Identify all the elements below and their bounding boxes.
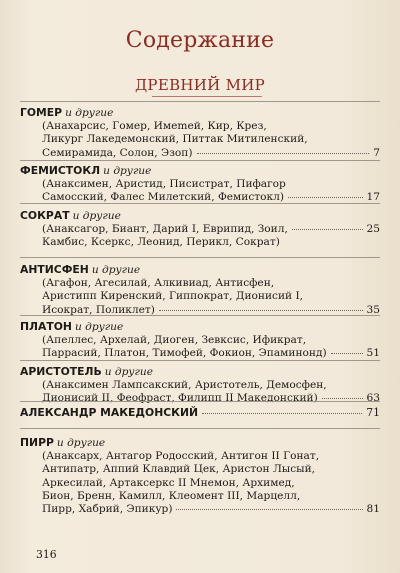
page-number: 7 [373, 146, 380, 159]
toc-entry-sokrat[interactable] [20, 209, 380, 250]
entry-line: (Апеллес, Архелай, Диоген, Зевксис, Ификрат, [42, 334, 307, 347]
entry-line: Пирр, Хабрий, Эпикур) [42, 503, 173, 516]
entry-heading: СОКРАТ [20, 209, 70, 222]
entry-line: Паррасий, Платон, Тимофей, Фокион, Эпаминонд) [42, 347, 327, 360]
toc-entry-alexander[interactable] [20, 406, 380, 419]
divider [20, 257, 380, 258]
toc-entry-antisfen[interactable] [20, 263, 380, 317]
divider [20, 401, 380, 402]
divider [20, 101, 380, 102]
page-number: 25 [366, 223, 380, 236]
entry-line: Антипатр, Аппий Клавдий Цек, Аристон Лысый, [42, 463, 316, 476]
footer-page-number: 316 [36, 548, 57, 561]
entry-heading: ГОМЕР [20, 106, 63, 119]
entry-line: Ликург Лакедемонский, Питтак Митиленский, [42, 133, 308, 146]
entry-heading: АРИСТОТЕЛЬ [20, 365, 102, 378]
entry-suffix: и другие [72, 210, 121, 222]
entry-suffix: и другие [65, 107, 114, 119]
toc-entry-aristotel[interactable] [20, 365, 380, 406]
entry-line: (Анаксарх, Антагор Родосский, Антигон II Гонат, [42, 450, 320, 463]
leader-dots [292, 229, 363, 230]
entry-line: Самосский, Фалес Милетский, Фемистокл) [42, 191, 284, 204]
entry-line: (Анаксимен, Аристид, Писистрат, Пифагор [42, 178, 286, 191]
leader-dots [176, 509, 362, 510]
leader-dots [322, 398, 363, 399]
page-number: 63 [366, 392, 380, 405]
leader-dots [197, 153, 370, 154]
leader-dots [331, 353, 363, 354]
entry-line: (Анаксимен Лампсакский, Аристотель, Демосфен, [42, 379, 327, 392]
entry-suffix: и другие [74, 321, 124, 333]
page-number: 81 [366, 503, 380, 516]
page-title: Содержание [125, 28, 275, 53]
entry-line: (Анахарсис, Гомер, Имеmей, Кир, Крез, [42, 120, 267, 133]
entry-line: Камбис, Ксеркс, Леонид, Перикл, Сократ) [42, 236, 280, 249]
entry-line: Бион, Бренн, Камилл, Клеомент III, Марцелл, [42, 489, 301, 502]
toc-entry-gomer[interactable] [20, 106, 380, 160]
entry-line: (Агафон, Агесилай, Алкивиад, Антисфен, [42, 277, 275, 290]
leader-dots [288, 197, 363, 198]
divider [20, 360, 380, 361]
entry-line: (Анаксагор, Биант, Дарий I, Еврипид, Зоил, [42, 223, 288, 236]
entry-heading: АНТИСФЕН [20, 263, 89, 276]
entry-heading: ФЕМИСТОКЛ [20, 164, 101, 177]
page-number: 71 [366, 406, 380, 419]
entry-suffix: и другие [103, 165, 152, 177]
divider [20, 203, 380, 204]
entry-suffix: и другие [104, 366, 153, 378]
divider [20, 160, 380, 161]
entry-line: Дионисий II, Феофраст, Филипп II Македонский) [42, 392, 318, 405]
page-number: 17 [366, 191, 380, 204]
entry-suffix: и другие [56, 437, 106, 449]
entry-line: Аркесилай, Артаксеркс II Мнемон, Архимед, [42, 476, 295, 489]
divider [20, 428, 380, 429]
entry-suffix: и другие [91, 264, 141, 276]
entry-heading: ПЛАТОН [20, 320, 72, 333]
toc-entry-pirr[interactable] [20, 436, 380, 516]
page-number: 51 [366, 347, 380, 360]
leader-dots [202, 413, 362, 414]
section-underline [152, 96, 262, 97]
toc-entry-platon[interactable] [20, 320, 380, 361]
leader-dots [159, 310, 363, 311]
toc-entry-femistokl[interactable] [20, 164, 380, 205]
entry-line: Исократ, Поликлет) [42, 303, 155, 316]
section-heading: ДРЕВНИЙ МИР [134, 76, 266, 94]
entry-line: Аристипп Киренский, Гиппократ, Дионисий I, [42, 290, 304, 303]
divider [20, 315, 380, 316]
entry-heading: ПИРР [20, 436, 54, 449]
entry-line: Семирамида, Солон, Эзоп) [42, 146, 193, 159]
entry-heading: АЛЕКСАНДР МАКЕДОНСКИЙ [20, 406, 199, 419]
page-number: 35 [366, 303, 380, 316]
